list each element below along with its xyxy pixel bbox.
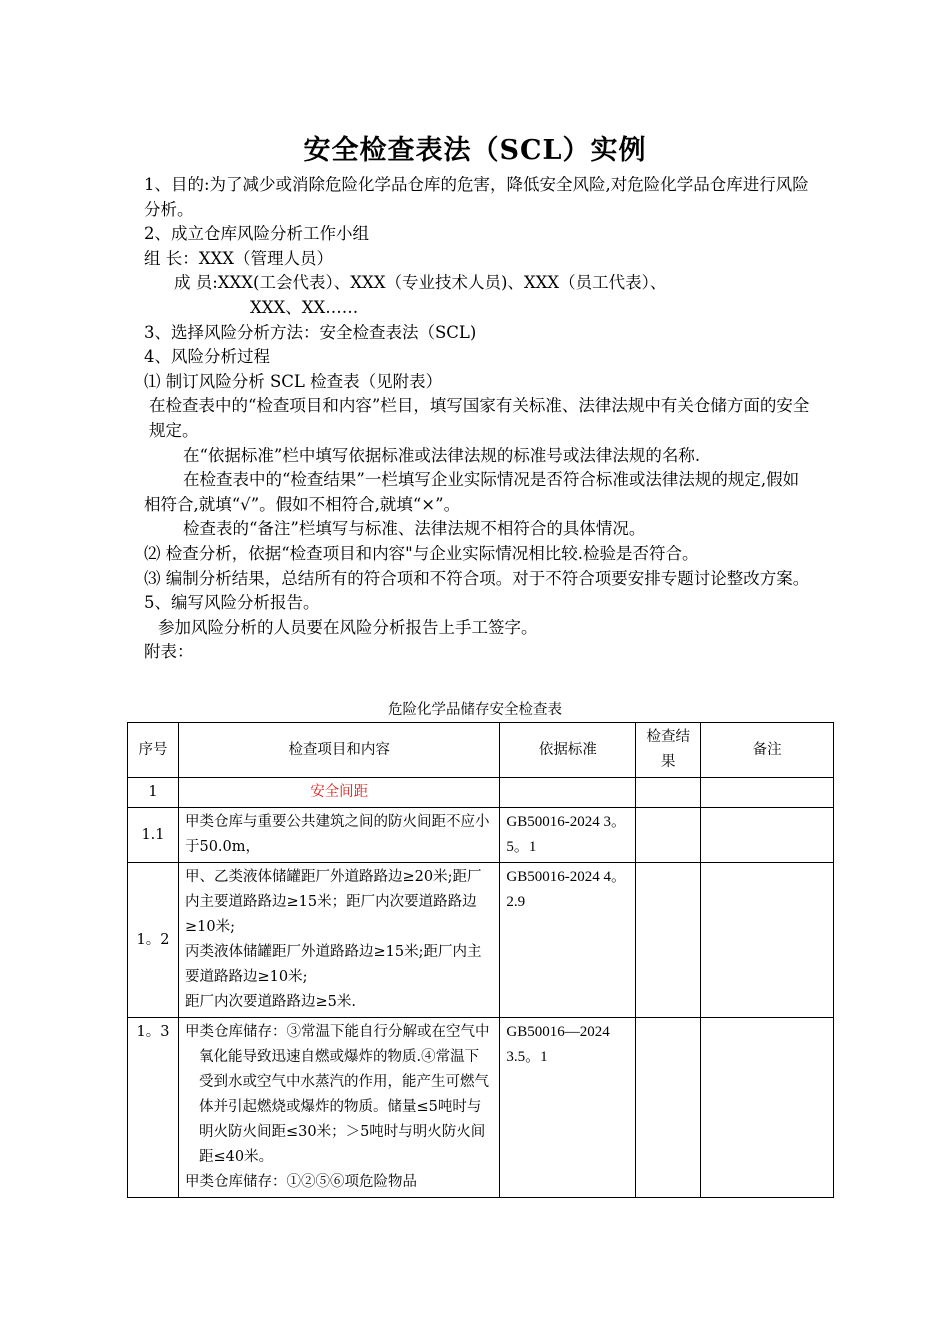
row-basis [500,778,636,808]
row-result [636,778,701,808]
row-seq: 1.1 [128,808,179,863]
header-basis: 依据标准 [500,723,636,778]
row-item-line: 甲类仓库储存：①②⑤⑥项危险物品 [184,1174,417,1190]
para-purpose: 1、目的:为了减少或消除危险化学品仓库的危害，降低安全风险,对危险化学品仓库进行风险分析。 [144,175,809,219]
table-row [128,863,834,1018]
row-item-line: 甲类仓库储存：③常温下能自行分解或在空气中氧化能导致迅速自燃或爆炸的物质.④常温下受到水或空气中水蒸汽的作用，能产生可燃气体并引起燃烧或爆炸的物质。储量≤5吨时与明火防火间距≤30米；＞5吨时与明火防火间距≤40米。 [184,1024,490,1165]
para-process: 4、风险分析过程 [144,347,270,367]
row-note [701,778,834,808]
para-step3: ⑶ 编制分析结果，总结所有的符合项和不符合项。对于不符合项要安排专题讨论整改方案。 [144,568,810,588]
para-leader: 组 长：XXX（管理人员） [144,248,333,268]
para-step1-d: 检查表的“备注”栏填写与标准、法律法规不相符合的具体情况。 [183,519,646,539]
para-step1: ⑴ 制订风险分析 SCL 检查表（见附表） [144,371,443,391]
row-result [636,808,701,863]
checklist-table [127,722,834,1198]
table-row [128,808,834,863]
row-seq: 1 [128,778,179,808]
table-row [128,1018,834,1198]
row-item [178,1018,499,1198]
row-item-line: 甲、乙类液体储罐距厂外道路路边≥20米;距厂内主要道路路边≥15米；距厂内次要道路路边≥10米; [184,869,482,935]
row-seq: 1。3 [128,1018,179,1198]
document-body [144,173,812,665]
row-note [701,1018,834,1198]
para-step2: ⑵ 检查分析，依据“检查项目和内容"与企业实际情况相比较.检验是否符合。 [144,543,699,563]
header-item: 检查项目和内容 [178,723,499,778]
row-result [636,1018,701,1198]
para-step1-a: 在检查表中的“检查项目和内容”栏目，填写国家有关标准、法律法规中有关仓储方面的安全规定。 [149,396,810,440]
row-item [178,863,499,1018]
document-title: 安全检查表法（SCL）实例 [303,135,647,166]
header-note: 备注 [701,723,834,778]
row-note [701,808,834,863]
para-appendix: 附表： [144,642,194,662]
para-signature: 参加风险分析的人员要在风险分析报告上手工签字。 [158,617,538,637]
para-members: 成 员:XXX(工会代表）、XXX（专业技术人员)、XXX（员工代表）、 [174,273,667,293]
para-method: 3、选择风险分析方法：安全检查表法（SCL) [144,322,477,342]
para-members-cont: XXX、XX…… [250,297,359,317]
row-result [636,863,701,1018]
header-result: 检查结果 [636,723,701,778]
row-basis: GB50016-2024 4。2.9 [500,863,636,1018]
table-row [128,778,834,808]
row-item-line: 距厂内次要道路路边≥5米. [184,994,356,1010]
para-report: 5、编写风险分析报告。 [144,593,320,613]
row-item: 甲类仓库与重要公共建筑之间的防火间距不应小于50.0m， [178,808,499,863]
header-seq: 序号 [128,723,179,778]
para-step1-b: 在“依据标准”栏中填写依据标准或法律法规的标准号或法律法规的名称. [183,445,701,465]
table-header-row [128,723,834,778]
para-team: 2、成立仓库风险分析工作小组 [144,224,369,244]
row-basis: GB50016-2024 3。5。1 [500,808,636,863]
row-note [701,863,834,1018]
para-step1-c: 在检查表中的“检查结果”一栏填写企业实际情况是否符合标准或法律法规的规定,假如相符合,就填“√”。假如不相符合,就填“×”。 [144,470,800,514]
table-caption: 危险化学品储存安全检查表 [388,702,562,718]
row-basis: GB50016—2024 3.5。1 [500,1018,636,1198]
row-seq: 1。2 [128,863,179,1018]
row-item-line: 丙类液体储罐距厂外道路路边≥15米;距厂内主要道路路边≥10米; [184,944,482,985]
row-item: 安全间距 [178,778,499,808]
